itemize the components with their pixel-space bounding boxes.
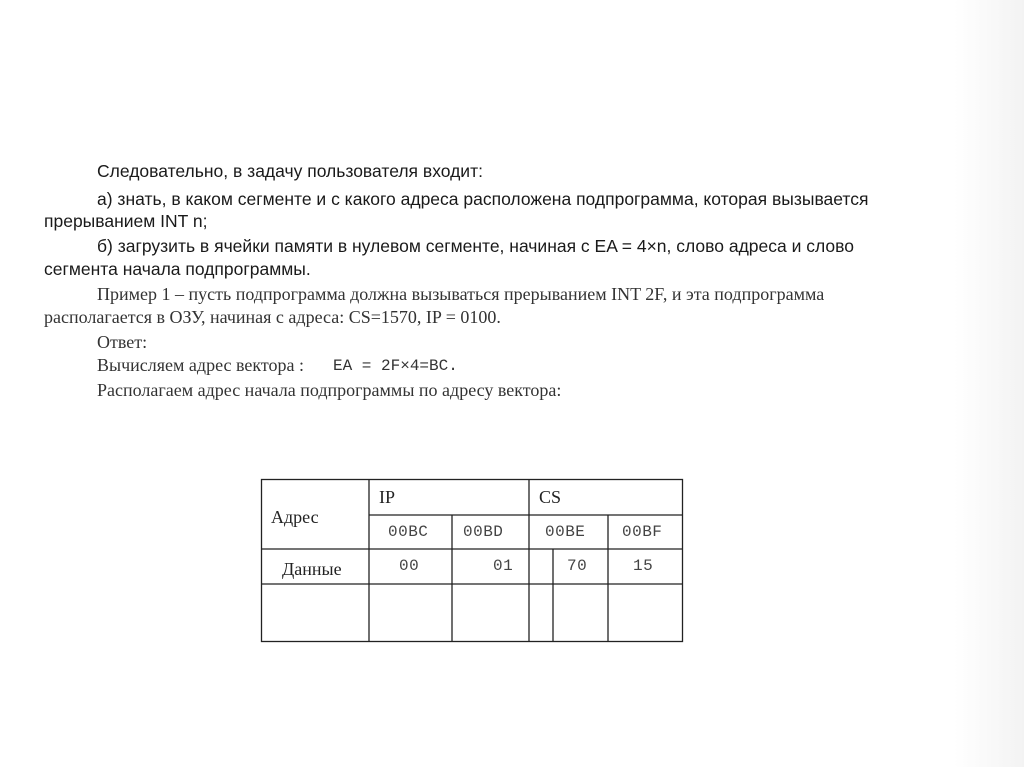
- data-cell: 00: [399, 557, 420, 575]
- text-line: располагается в ОЗУ, начиная с адреса: CS=1570, IP = 0100.: [44, 307, 501, 327]
- text-line: а) знать, в каком сегменте и с какого адреса расположена подпрограмма, которая вызывается: [97, 189, 869, 209]
- text-line: б) загрузить в ячейки памяти в нулевом сегменте, начиная с EA = 4×n, слово адреса и слово: [97, 236, 854, 256]
- row-header-address: Адрес: [271, 507, 319, 527]
- data-cell: 15: [633, 557, 654, 575]
- data-cell: 70: [567, 557, 588, 575]
- text-line: Следовательно, в задачу пользователя входит:: [97, 161, 483, 181]
- formula-text: EA = 2F×4=BC.: [333, 357, 458, 375]
- text-line: Располагаем адрес начала подпрограммы по адресу вектора:: [97, 380, 562, 400]
- address-cell: 00BF: [622, 523, 663, 541]
- slide-background-edge: [954, 0, 1024, 767]
- row-header-data: Данные: [282, 559, 342, 579]
- address-cell: 00BE: [545, 523, 586, 541]
- data-cell: 01: [493, 557, 514, 575]
- text-line: Ответ:: [97, 332, 148, 352]
- text-line: сегмента начала подпрограммы.: [44, 259, 311, 279]
- address-cell: 00BD: [463, 523, 504, 541]
- text-line: прерыванием INT n;: [44, 211, 208, 231]
- group-header-cs: CS: [539, 487, 562, 507]
- text-line: Вычисляем адрес вектора :: [97, 355, 304, 375]
- text-line: Пример 1 – пусть подпрограмма должна вызываться прерыванием INT 2F, и эта подпрограмма: [97, 284, 825, 304]
- vector-table: [261, 479, 683, 642]
- group-header-ip: IP: [379, 487, 396, 507]
- address-cell: 00BC: [388, 523, 429, 541]
